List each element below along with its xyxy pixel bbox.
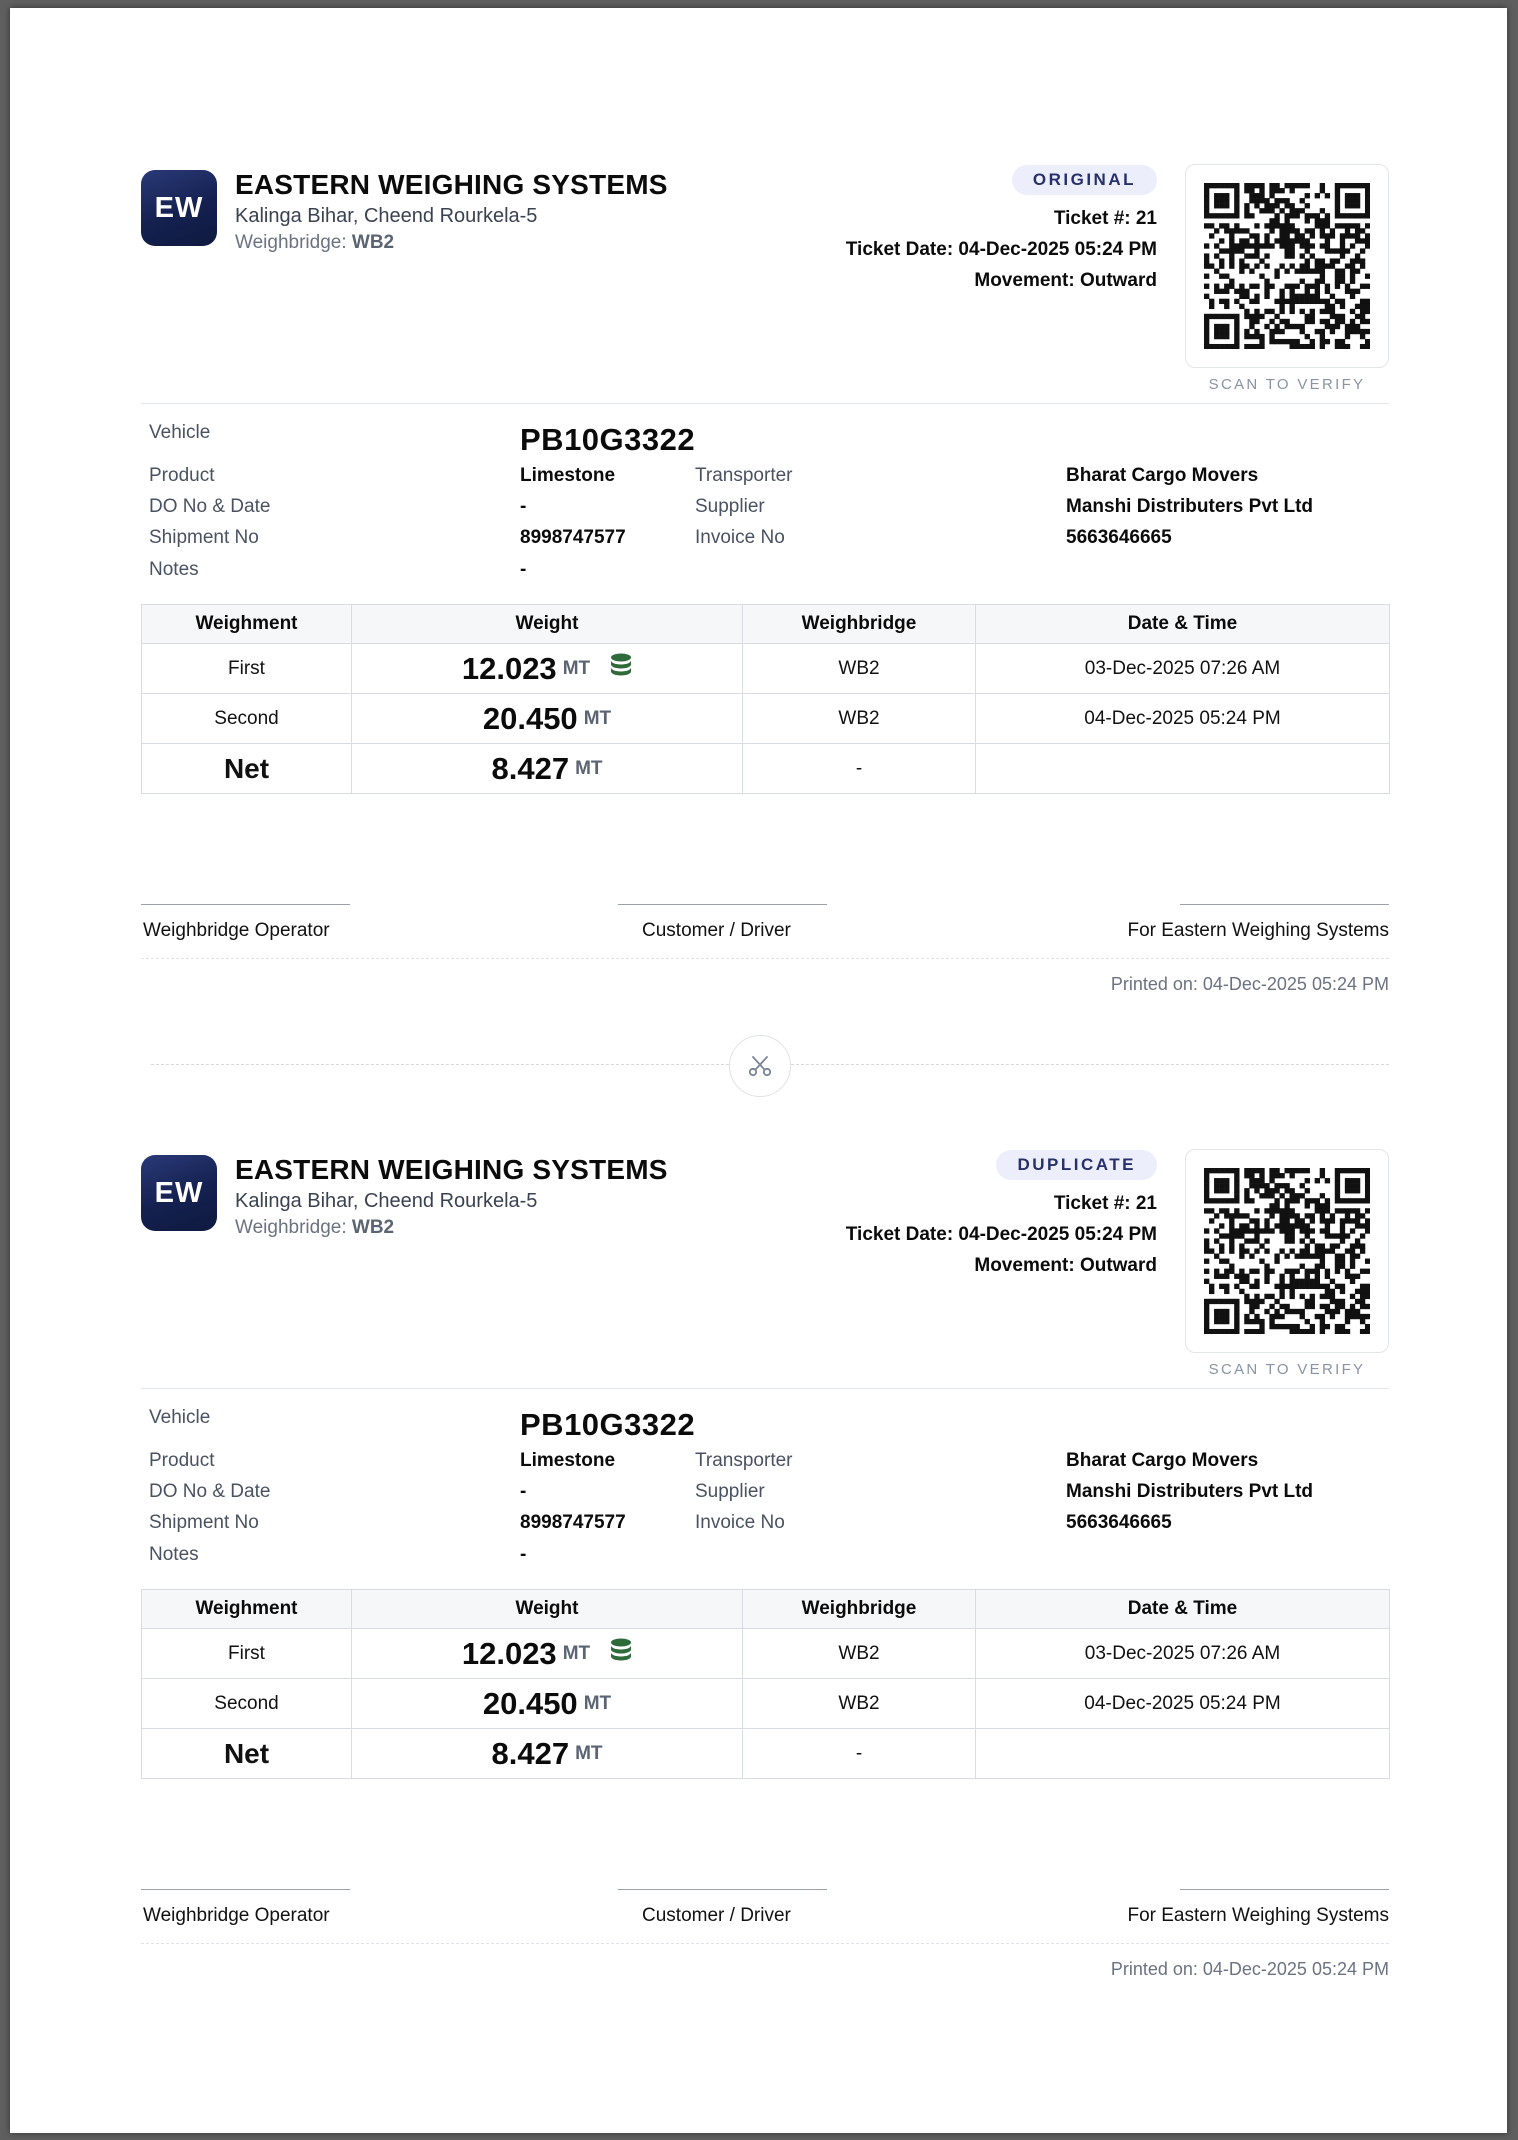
signature-line: [618, 1889, 827, 1890]
header-divider: [141, 1388, 1389, 1389]
datetime-cell: 04-Dec-2025 05:24 PM: [976, 694, 1390, 744]
company-address: Kalinga Bihar, Cheend Rourkela-5: [235, 205, 538, 227]
weighbridge-cell: WB2: [743, 644, 976, 694]
supplier-label: Supplier: [695, 1481, 765, 1502]
weight-value: 8.427: [491, 1735, 570, 1771]
supplier-label: Supplier: [695, 496, 765, 517]
copy-badge: ORIGINAL: [1012, 165, 1157, 195]
database-icon: [610, 1638, 632, 1670]
column-header: Weight: [352, 605, 743, 644]
invoice-value: 5663646665: [1066, 1512, 1172, 1533]
footer-divider: [141, 1943, 1389, 1944]
ticket-original: [141, 154, 1389, 1054]
invoice-label: Invoice No: [695, 1512, 785, 1533]
signature-line: [1180, 1889, 1389, 1890]
vehicle-number: PB10G3322: [520, 422, 696, 457]
product-value: Limestone: [520, 465, 616, 486]
column-header: Date & Time: [976, 1590, 1390, 1629]
weight-unit: MT: [562, 1642, 591, 1664]
company-weighbridge: [235, 230, 668, 256]
ticket-duplicate: [141, 1139, 1389, 2039]
signature-label: Weighbridge Operator: [143, 920, 330, 941]
weighbridge-cell: WB2: [743, 1629, 976, 1679]
weighment-label: Net: [142, 1729, 352, 1779]
weight-unit: MT: [575, 757, 603, 779]
ticket-movement: Movement: Outward: [974, 270, 1157, 291]
weight-cell: [352, 1629, 743, 1679]
weighment-label: First: [142, 644, 352, 694]
product-value: Limestone: [520, 1450, 616, 1471]
weighbridge-label: Weighbridge:: [235, 232, 347, 253]
company-address: Kalinga Bihar, Cheend Rourkela-5: [235, 1190, 538, 1212]
scan-to-verify-label: SCAN TO VERIFY: [1208, 1361, 1366, 1378]
ticket-sheet: [10, 8, 1507, 2133]
datetime-cell: 03-Dec-2025 07:26 AM: [976, 1629, 1390, 1679]
printed-on: Printed on: 04-Dec-2025 05:24 PM: [1110, 974, 1389, 994]
supplier-value: Manshi Distributers Pvt Ltd: [1066, 496, 1314, 517]
product-label: Product: [149, 1450, 215, 1471]
notes-value: -: [520, 1544, 527, 1565]
do-label: DO No & Date: [149, 1481, 271, 1502]
table-header-row: [142, 605, 1390, 644]
company-logo: EW: [141, 170, 217, 246]
signature-line: [141, 904, 350, 905]
qr-code: [1204, 1168, 1370, 1334]
company-logo: EW: [141, 1155, 217, 1231]
transporter-label: Transporter: [695, 1450, 793, 1471]
invoice-value: 5663646665: [1066, 527, 1172, 548]
weight-unit: MT: [583, 707, 612, 729]
table-row-net: [142, 744, 1390, 794]
product-label: Product: [149, 465, 215, 486]
ticket-number: Ticket #: 21: [1053, 1193, 1157, 1214]
ticket-meta: [846, 1188, 1157, 1281]
vehicle-number: PB10G3322: [520, 1407, 696, 1442]
table-row: [142, 694, 1390, 744]
weighment-label: Second: [142, 694, 352, 744]
do-value: -: [520, 496, 527, 517]
weighment-label: First: [142, 1629, 352, 1679]
transporter-value: Bharat Cargo Movers: [1066, 1450, 1259, 1471]
header-divider: [141, 403, 1389, 404]
column-header: Weighbridge: [743, 605, 976, 644]
datetime-cell: [976, 1729, 1390, 1779]
weight-value: 20.450: [482, 1685, 578, 1721]
weight-value: 8.427: [491, 750, 570, 786]
weighbridge-cell: -: [743, 744, 976, 794]
weighbridge-value: WB2: [351, 232, 395, 253]
weight-unit: MT: [575, 1742, 603, 1764]
column-header: Weighment: [142, 605, 352, 644]
company-info: [235, 168, 668, 256]
shipment-label: Shipment No: [149, 527, 259, 548]
company-name: EASTERN WEIGHING SYSTEMS: [235, 169, 668, 200]
company-info: [235, 1153, 668, 1241]
weight-value: 12.023: [461, 650, 557, 686]
transporter-label: Transporter: [695, 465, 793, 486]
do-value: -: [520, 1481, 527, 1502]
weight-cell: [352, 1679, 743, 1729]
copy-badge: DUPLICATE: [996, 1150, 1157, 1180]
weighbridge-cell: WB2: [743, 694, 976, 744]
company-name: EASTERN WEIGHING SYSTEMS: [235, 1154, 668, 1185]
table-row-net: [142, 1729, 1390, 1779]
datetime-cell: 04-Dec-2025 05:24 PM: [976, 1679, 1390, 1729]
signature-line: [1180, 904, 1389, 905]
weighbridge-label: Weighbridge:: [235, 1217, 347, 1238]
signature-label: Customer / Driver: [642, 920, 791, 941]
column-header: Weight: [352, 1590, 743, 1629]
table-row: [142, 1629, 1390, 1679]
ticket-date: Ticket Date: 04-Dec-2025 05:24 PM: [845, 1224, 1157, 1245]
weight-cell: [352, 694, 743, 744]
qr-code-box: [1185, 164, 1389, 368]
weighment-label: Net: [142, 744, 352, 794]
column-header: Date & Time: [976, 605, 1390, 644]
database-icon: [610, 653, 632, 685]
signature-line: [141, 1889, 350, 1890]
company-weighbridge: [235, 1215, 668, 1241]
signature-label: Weighbridge Operator: [143, 1905, 330, 1926]
invoice-label: Invoice No: [695, 527, 785, 548]
weight-unit: MT: [562, 657, 591, 679]
weight-cell: [352, 644, 743, 694]
signature-line: [618, 904, 827, 905]
datetime-cell: 03-Dec-2025 07:26 AM: [976, 644, 1390, 694]
table-row: [142, 644, 1390, 694]
footer-divider: [141, 958, 1389, 959]
shipment-value: 8998747577: [520, 527, 626, 548]
weighment-table: [141, 1589, 1390, 1779]
ticket-date: Ticket Date: 04-Dec-2025 05:24 PM: [845, 239, 1157, 260]
scissors-icon: [729, 1035, 791, 1097]
notes-label: Notes: [149, 559, 199, 580]
datetime-cell: [976, 744, 1390, 794]
signature-label: Customer / Driver: [642, 1905, 791, 1926]
column-header: Weighbridge: [743, 1590, 976, 1629]
ticket-meta: [846, 203, 1157, 296]
weighbridge-value: WB2: [351, 1217, 395, 1238]
transporter-value: Bharat Cargo Movers: [1066, 465, 1259, 486]
weight-cell: [352, 744, 743, 794]
table-header-row: [142, 1590, 1390, 1629]
scan-to-verify-label: SCAN TO VERIFY: [1208, 376, 1366, 393]
weight-value: 12.023: [461, 1635, 557, 1671]
weighbridge-cell: WB2: [743, 1679, 976, 1729]
shipment-label: Shipment No: [149, 1512, 259, 1533]
signature-label: For Eastern Weighing Systems: [1127, 920, 1389, 941]
weight-unit: MT: [583, 1692, 612, 1714]
ticket-number: Ticket #: 21: [1053, 208, 1157, 229]
weight-cell: [352, 1729, 743, 1779]
supplier-value: Manshi Distributers Pvt Ltd: [1066, 1481, 1314, 1502]
table-row: [142, 1679, 1390, 1729]
notes-value: -: [520, 559, 527, 580]
vehicle-label: Vehicle: [149, 422, 211, 443]
printed-on: Printed on: 04-Dec-2025 05:24 PM: [1110, 1959, 1389, 1979]
weighment-table: [141, 604, 1390, 794]
column-header: Weighment: [142, 1590, 352, 1629]
notes-label: Notes: [149, 1544, 199, 1565]
weighment-label: Second: [142, 1679, 352, 1729]
do-label: DO No & Date: [149, 496, 271, 517]
qr-code: [1204, 183, 1370, 349]
weighbridge-cell: -: [743, 1729, 976, 1779]
qr-code-box: [1185, 1149, 1389, 1353]
weight-value: 20.450: [482, 700, 578, 736]
ticket-movement: Movement: Outward: [974, 1255, 1157, 1276]
signature-label: For Eastern Weighing Systems: [1127, 1905, 1389, 1926]
shipment-value: 8998747577: [520, 1512, 626, 1533]
vehicle-label: Vehicle: [149, 1407, 211, 1428]
